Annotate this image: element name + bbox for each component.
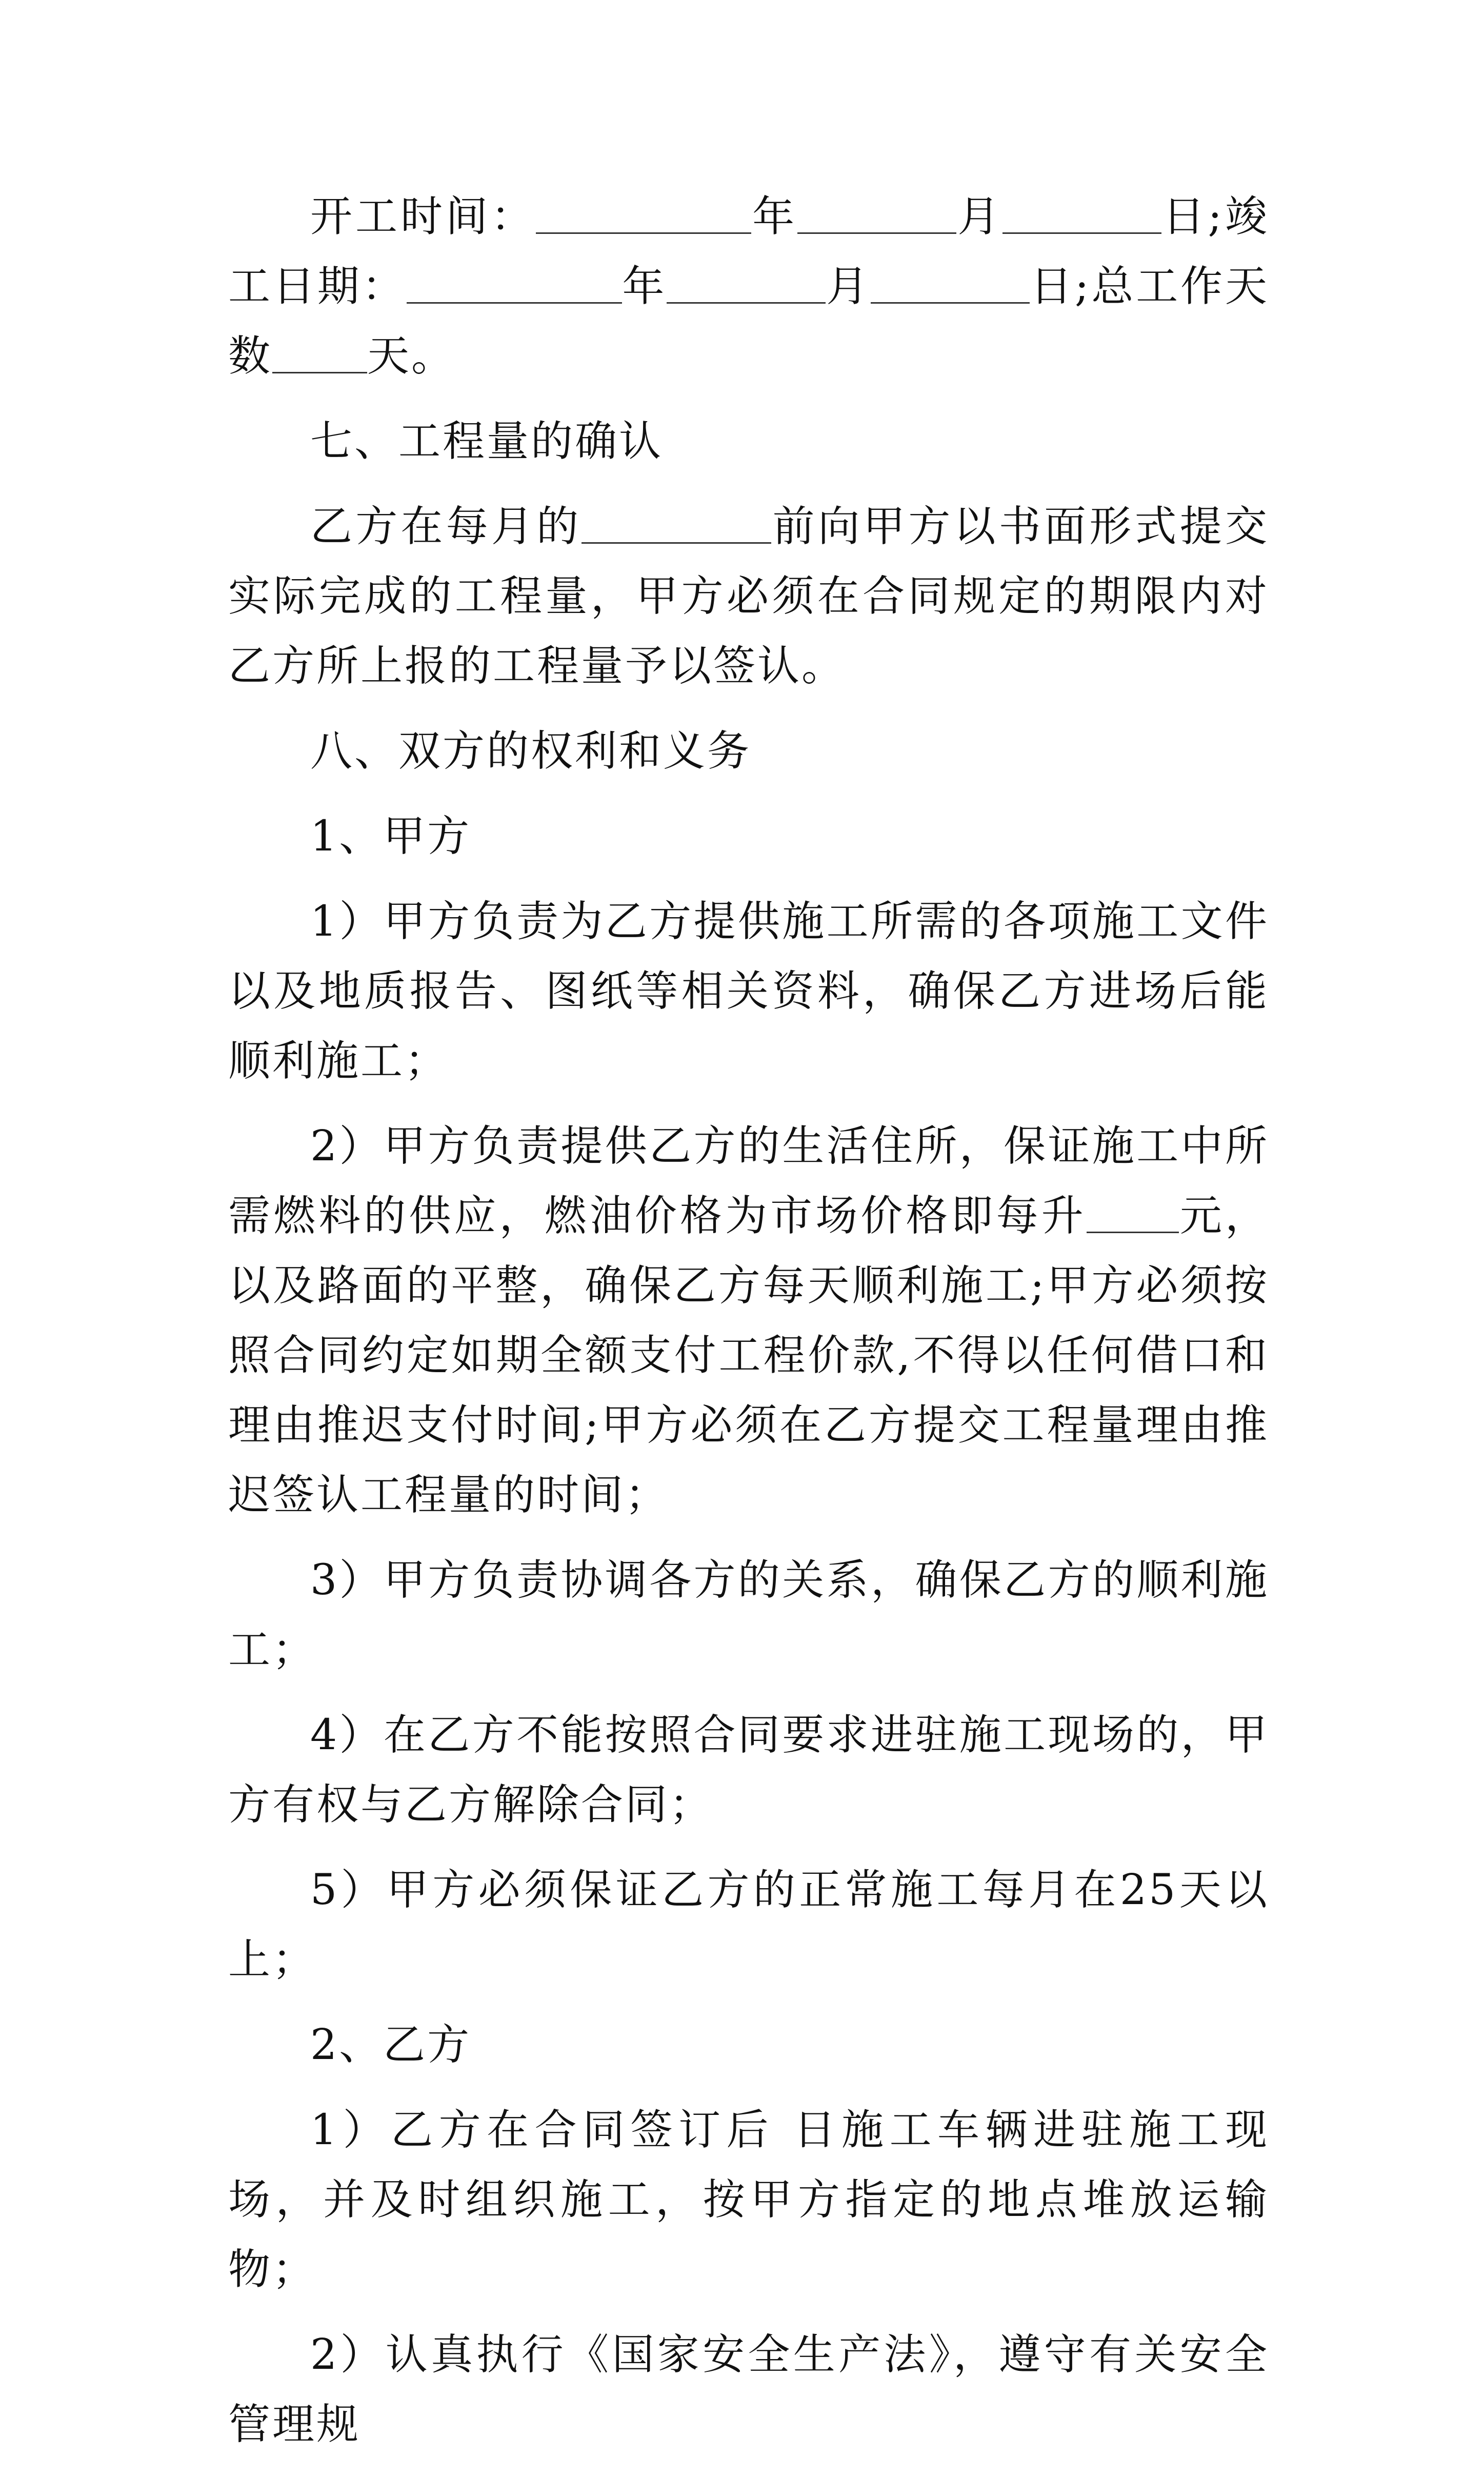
party-b-item-1: 1）乙方在合同签订后 日施工车辆进驻施工现场，并及时组织施工，按甲方指定的地点堆放运输物； bbox=[228, 2106, 1269, 2294]
party-a-item-2 bbox=[228, 1112, 1269, 1530]
start-year-blank bbox=[536, 192, 751, 234]
party-b-heading: 2、乙方 bbox=[310, 2021, 472, 2069]
party-a-item-1: 1）甲方负责为乙方提供施工所需的各项施工文件以及地质报告、图纸等相关资料，确保乙方进场后能顺利施工； bbox=[228, 897, 1269, 1085]
end-date-label: 日;竣工日期： bbox=[228, 192, 1269, 311]
submission-date-blank bbox=[581, 502, 771, 544]
construction-period-paragraph bbox=[228, 182, 1269, 391]
section-8-heading: 八、双方的权利和义务 bbox=[310, 727, 752, 776]
party-a-item-2-text-b: 元，以及路面的平整，确保乙方每天顺利施工;甲方必须按照合同约定如期全额支付工程价款,不得以任何借口和理由推迟支付时间;甲方必须在乙方提交工程量理由推迟签认工程量的时间； bbox=[228, 1192, 1269, 1519]
start-month-blank bbox=[797, 192, 956, 234]
section-7-heading: 七、工程量的确认 bbox=[310, 417, 664, 466]
party-a-item-5: 5）甲方必须保证乙方的正常施工每月在25天以上； bbox=[228, 1866, 1269, 1984]
end-day-blank bbox=[871, 262, 1030, 304]
party-a-heading: 1、甲方 bbox=[310, 812, 472, 861]
party-a-item-4: 4）在乙方不能按照合同要求进驻施工现场的，甲方有权与乙方解除合同； bbox=[228, 1711, 1269, 1829]
month-label: 月 bbox=[956, 192, 1003, 241]
year-label: 年 bbox=[621, 262, 667, 311]
end-month-blank bbox=[667, 262, 826, 304]
month-label: 月 bbox=[826, 262, 871, 311]
quantity-text-a: 乙方在每月的 bbox=[310, 502, 582, 551]
total-days-blank bbox=[272, 332, 367, 373]
start-day-blank bbox=[1002, 192, 1161, 234]
days-unit: 天。 bbox=[367, 332, 456, 381]
quantity-text-b: 前向甲方以书面形式提交实际完成的工程量，甲方必须在合同规定的期限内对乙方所上报的工程量予以签认。 bbox=[228, 502, 1269, 690]
party-a-item-2-text-a: 2）甲方负责提供乙方的生活住所，保证施工中所需燃料的供应，燃油价格为市场价格即每升 bbox=[228, 1122, 1269, 1240]
quantity-confirmation-paragraph bbox=[228, 492, 1269, 701]
year-label: 年 bbox=[751, 192, 798, 241]
end-year-blank bbox=[407, 262, 622, 304]
total-days-label: 日;总工作天数 bbox=[228, 262, 1269, 381]
fuel-price-blank bbox=[1087, 1192, 1179, 1233]
start-time-label: 开工时间： bbox=[310, 192, 536, 241]
party-a-item-3: 3）甲方负责协调各方的关系，确保乙方的顺利施工； bbox=[228, 1556, 1269, 1674]
document-page bbox=[228, 182, 1269, 2475]
party-b-item-2: 2）认真执行《国家安全生产法》，遵守有关安全管理规 bbox=[228, 2330, 1269, 2449]
